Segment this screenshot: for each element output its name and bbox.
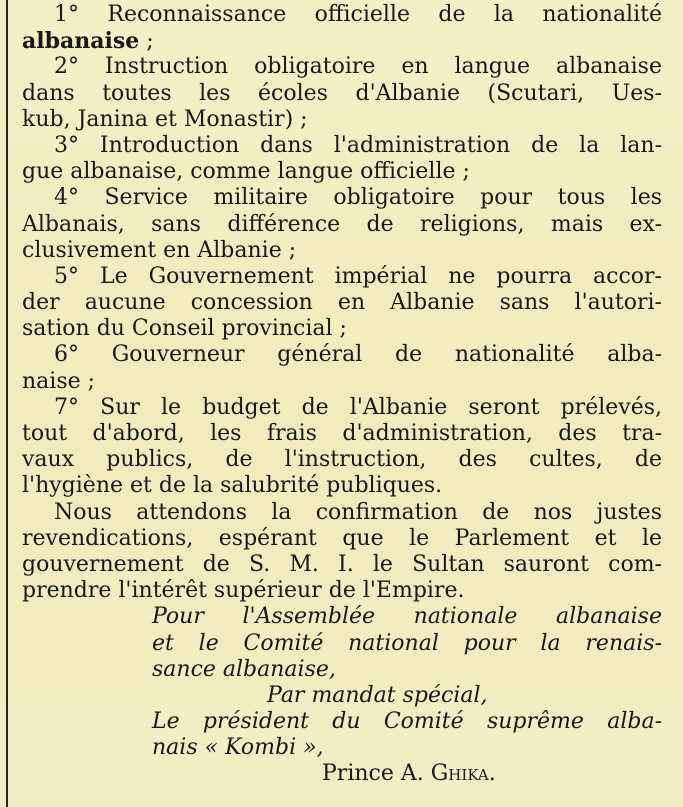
demand-7-line-1: 7° Sur le budget de l'Albanie seront prélevés, bbox=[54, 394, 662, 420]
demand-5-line-2: der aucune concession en Albanie sans l'autori- bbox=[22, 290, 662, 316]
signature-line-1: Pour l'Assemblée nationale albanaise bbox=[152, 604, 662, 630]
demand-2-line-3: kub, Janina et Monastir) ; bbox=[22, 106, 308, 132]
demand-7-line-4: l'hygiène et de la salubrité publiques. bbox=[22, 473, 443, 499]
signatory-title: Prince A. bbox=[322, 761, 431, 787]
column-rule bbox=[6, 0, 8, 807]
demand-6-line-1: 6° Gouverneur général de nationalité alba- bbox=[54, 342, 662, 368]
signature-line-5: Le président du Comité suprême alba- bbox=[152, 709, 662, 735]
punctuation: ; bbox=[139, 29, 154, 55]
closing-line-4: prendre l'intérêt supérieur de l'Empire. bbox=[22, 578, 465, 604]
demand-1-line-1: 1° Reconnaissance officielle de la nationalité bbox=[54, 2, 662, 27]
signatory-surname: Ghika. bbox=[430, 761, 496, 787]
closing-line-3: gouvernement de S. M. I. le Sultan sauront com- bbox=[22, 551, 662, 577]
demand-2-line-2: dans toutes les écoles d'Albanie (Scutari, Ues- bbox=[22, 80, 662, 106]
bold-word: albanaise bbox=[22, 28, 140, 55]
demand-2-line-1: 2° Instruction obligatoire en langue albanaise bbox=[54, 54, 662, 80]
closing-line-1: Nous attendons la confirmation de nos justes bbox=[54, 499, 662, 525]
demand-4-line-3: clusivement en Albanie ; bbox=[22, 237, 297, 263]
demand-3-line-1: 3° Introduction dans l'administration de la lan- bbox=[54, 132, 662, 158]
demand-7-line-2: tout d'abord, les frais d'administration, des tra- bbox=[22, 421, 662, 446]
demand-4-line-2: Albanais, sans différence de religions, mais ex- bbox=[22, 211, 662, 237]
closing-line-2: revendications, espérant que le Parlement et le bbox=[22, 525, 662, 551]
demand-6-line-2: naise ; bbox=[22, 368, 96, 394]
demand-7-line-3: vaux publics, de l'instruction, des cultes, de bbox=[22, 447, 662, 473]
demand-4-line-1: 4° Service militaire obligatoire pour tous les bbox=[54, 185, 662, 211]
signature-line-4: Par mandat spécial, bbox=[267, 682, 488, 708]
article-body bbox=[22, 2, 662, 788]
signature-line-2: et le Comité national pour la renais- bbox=[152, 630, 662, 656]
demand-5-line-3: sation du Conseil provincial ; bbox=[22, 316, 347, 342]
demand-1-line-2 bbox=[22, 28, 662, 54]
signatory-name bbox=[22, 761, 662, 787]
signature-line-6: nais « Kombi », bbox=[152, 735, 324, 761]
demand-3-line-2: gue albanaise, comme langue officielle ; bbox=[22, 159, 470, 185]
signature-line-3: sance albanaise, bbox=[152, 656, 336, 682]
demand-5-line-1: 5° Le Gouvernement impérial ne pourra accor- bbox=[54, 263, 662, 289]
